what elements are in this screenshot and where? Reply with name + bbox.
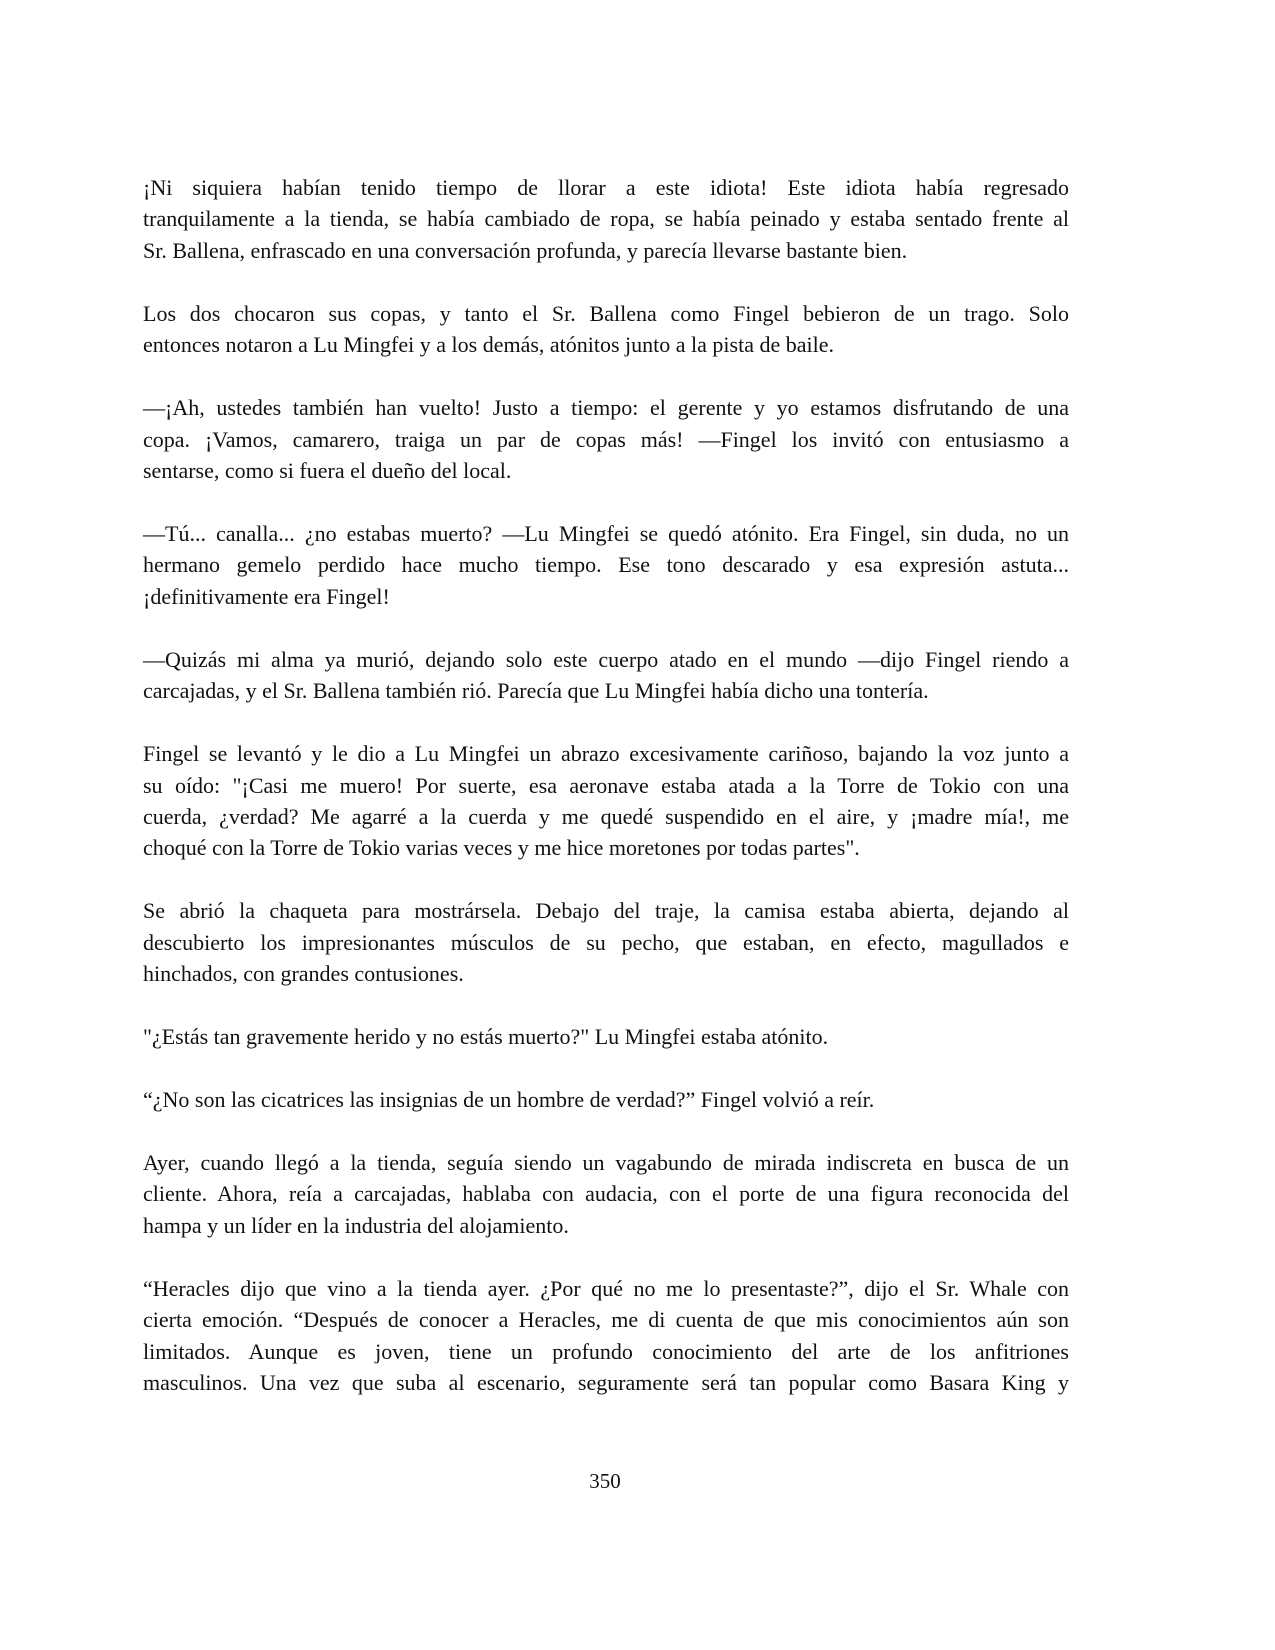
- paragraph: [143, 172, 1069, 266]
- paragraph: [143, 738, 1069, 864]
- text-line: hinchados, con grandes contusiones.: [143, 961, 464, 987]
- text-line: “Heracles dijo que vino a la tienda ayer. ¿Por qué no me lo presentaste?”, dijo el Sr. Whale con: [143, 1275, 1069, 1301]
- text-line: sentarse, como si fuera el dueño del local.: [143, 458, 512, 484]
- text-line: —Quizás mi alma ya murió, dejando solo este cuerpo atado en el mundo —dijo Fingel riendo a: [143, 646, 1069, 672]
- paragraph: [143, 392, 1069, 486]
- paragraph: [143, 644, 1069, 707]
- body-text: [143, 172, 1069, 1430]
- text-line: ¡definitivamente era Fingel!: [143, 583, 390, 609]
- text-line: Ayer, cuando llegó a la tienda, seguía siendo un vagabundo de mirada indiscreta en busca de un: [143, 1149, 1069, 1175]
- text-line: —¡Ah, ustedes también han vuelto! Justo a tiempo: el gerente y yo estamos disfrutando de una: [143, 395, 1069, 421]
- paragraph: [143, 895, 1069, 989]
- paragraph: [143, 1147, 1069, 1241]
- text-line: copa. ¡Vamos, camarero, traiga un par de copas más! —Fingel los invitó con entusiasmo a: [143, 426, 1069, 452]
- text-line: cuerda, ¿verdad? Me agarré a la cuerda y me quedé suspendido en el aire, y ¡madre mía!, me: [143, 803, 1069, 829]
- text-line: Sr. Ballena, enfrascado en una conversación profunda, y parecía llevarse bastante bien.: [143, 237, 908, 263]
- text-line: cierta emoción. “Después de conocer a Heracles, me di cuenta de que mis conocimientos aún son: [143, 1307, 1069, 1333]
- text-line: Los dos chocaron sus copas, y tanto el Sr. Ballena como Fingel bebieron de un trago. Solo: [143, 300, 1069, 326]
- text-line: "¿Estás tan gravemente herido y no estás muerto?" Lu Mingfei estaba atónito.: [143, 1024, 829, 1050]
- text-line: entonces notaron a Lu Mingfei y a los demás, atónitos junto a la pista de baile.: [143, 332, 834, 358]
- text-line: descubierto los impresionantes músculos de su pecho, que estaban, en efecto, magullados e: [143, 929, 1069, 955]
- paragraph: [143, 518, 1069, 612]
- text-line: masculinos. Una vez que suba al escenario, seguramente será tan popular como Basara King y: [143, 1370, 1069, 1396]
- page-number: 350: [589, 1469, 621, 1493]
- text-line: hampa y un líder en la industria del alojamiento.: [143, 1212, 569, 1238]
- text-line: —Tú... canalla... ¿no estabas muerto? —Lu Mingfei se quedó atónito. Era Fingel, sin duda, no un: [143, 520, 1069, 546]
- paragraph: [143, 1084, 1069, 1115]
- text-line: tranquilamente a la tienda, se había cambiado de ropa, se había peinado y estaba sentado frente al: [143, 206, 1069, 232]
- text-line: Se abrió la chaqueta para mostrársela. Debajo del traje, la camisa estaba abierta, dejando al: [143, 898, 1069, 924]
- text-line: carcajadas, y el Sr. Ballena también rió. Parecía que Lu Mingfei había dicho una tontería.: [143, 678, 929, 704]
- paragraph: [143, 1273, 1069, 1399]
- paragraph: [143, 1021, 1069, 1052]
- text-line: Fingel se levantó y le dio a Lu Mingfei un abrazo excesivamente cariñoso, bajando la voz junto a: [143, 741, 1069, 767]
- paragraph: [143, 298, 1069, 361]
- text-line: choqué con la Torre de Tokio varias veces y me hice moretones por todas partes".: [143, 835, 860, 861]
- text-line: “¿No son las cicatrices las insignias de un hombre de verdad?” Fingel volvió a reír.: [143, 1087, 875, 1113]
- text-line: su oído: "¡Casi me muero! Por suerte, esa aeronave estaba atada a la Torre de Tokio con una: [143, 772, 1069, 798]
- text-line: limitados. Aunque es joven, tiene un profundo conocimiento del arte de los anfitriones: [143, 1338, 1069, 1364]
- text-line: cliente. Ahora, reía a carcajadas, hablaba con audacia, con el porte de una figura reconocida del: [143, 1181, 1069, 1207]
- text-line: hermano gemelo perdido hace mucho tiempo. Ese tono descarado y esa expresión astuta...: [143, 552, 1069, 578]
- text-line: ¡Ni siquiera habían tenido tiempo de llorar a este idiota! Este idiota había regresado: [143, 175, 1069, 200]
